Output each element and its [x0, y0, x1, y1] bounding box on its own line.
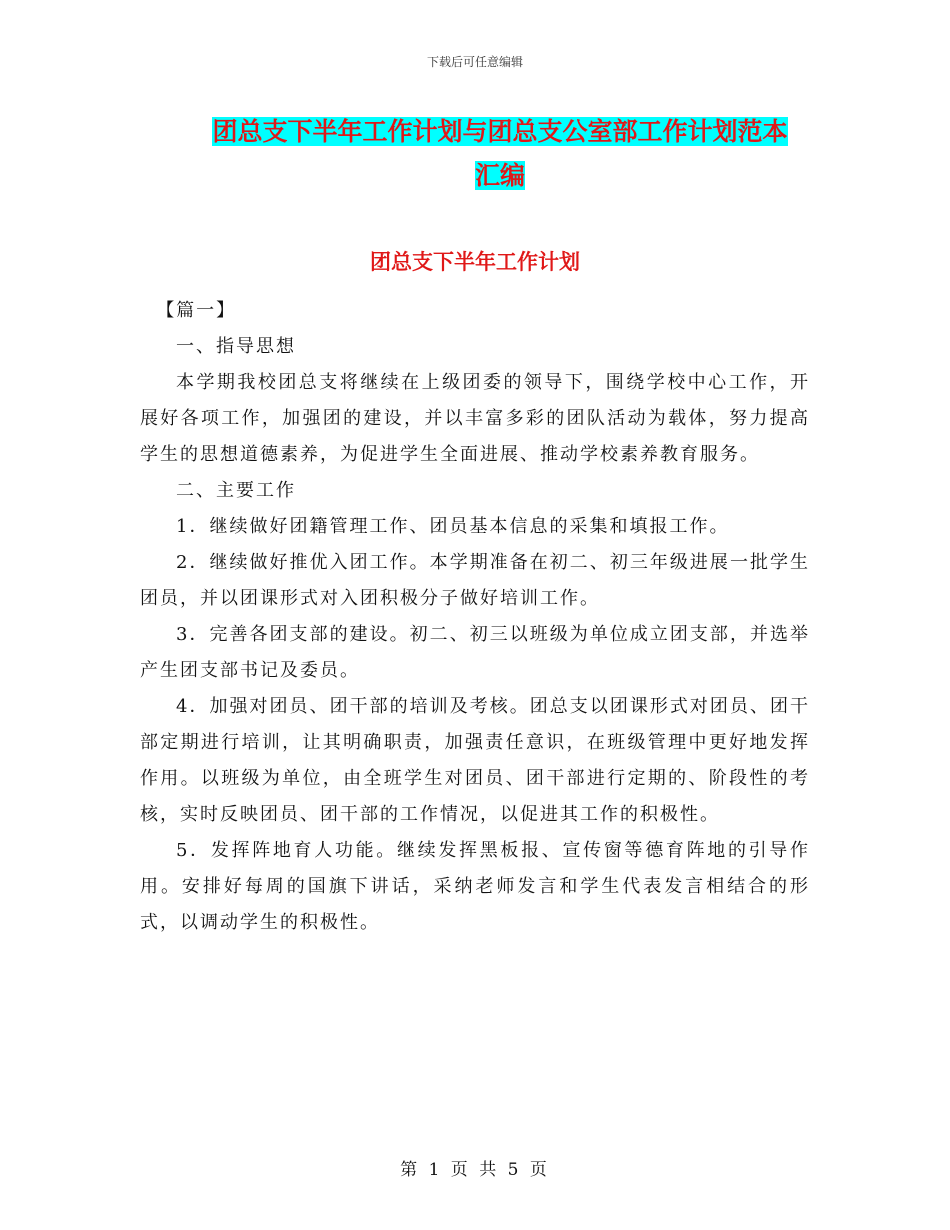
header-note: 下载后可任意编辑 [426, 55, 523, 69]
document-title-line2: 汇编 [474, 161, 525, 190]
page-footer: 第 1 页 共 5 页 [400, 1160, 550, 1180]
work-item-1: 1．继续做好团籍管理工作、团员基本信息的采集和填报工作。 [176, 516, 730, 537]
work-item-3: 3．完善各团支部的建设。初二、初三以班级为单位成立团支部，并选举产生团支部书记及委员。 [140, 624, 810, 681]
work-item-2: 2．继续做好推优入团工作。本学期准备在初二、初三年级进展一批学生团员，并以团课形式对入团积极分子做好培训工作。 [140, 552, 810, 609]
section-title: 团总支下半年工作计划 [370, 250, 580, 274]
document-title [190, 110, 810, 198]
work-item-4: 4．加强对团员、团干部的培训及考核。团总支以团课形式对团员、团干部定期进行培训，让其明确职责，加强责任意识，在班级管理中更好地发挥作用。以班级为单位，由全班学生对团员、团干部进行定期的、阶段性的考核，实时反映团员、团干部的工作情况，以促进其工作的积极性。 [140, 696, 810, 825]
document-body [140, 293, 810, 941]
paragraph-guiding-ideology: 本学期我校团总支将继续在上级团委的领导下，围绕学校中心工作，开展好各项工作，加强团的建设，并以丰富多彩的团队活动为载体，努力提高学生的思想道德素养，为促进学生全面进展、推动学校素养教育服务。 [140, 372, 810, 465]
heading-guiding-ideology: 一、指导思想 [176, 336, 296, 357]
work-item-5: 5．发挥阵地育人功能。继续发挥黑板报、宣传窗等德育阵地的引导作用。安排好每周的国旗下讲话，采纳老师发言和学生代表发言相结合的形式，以调动学生的积极性。 [140, 840, 810, 933]
part-label: 【篇一】 [156, 300, 237, 321]
document-title-line1: 团总支下半年工作计划与团总支公室部工作计划范本 [212, 117, 788, 146]
heading-main-work: 二、主要工作 [176, 480, 296, 501]
